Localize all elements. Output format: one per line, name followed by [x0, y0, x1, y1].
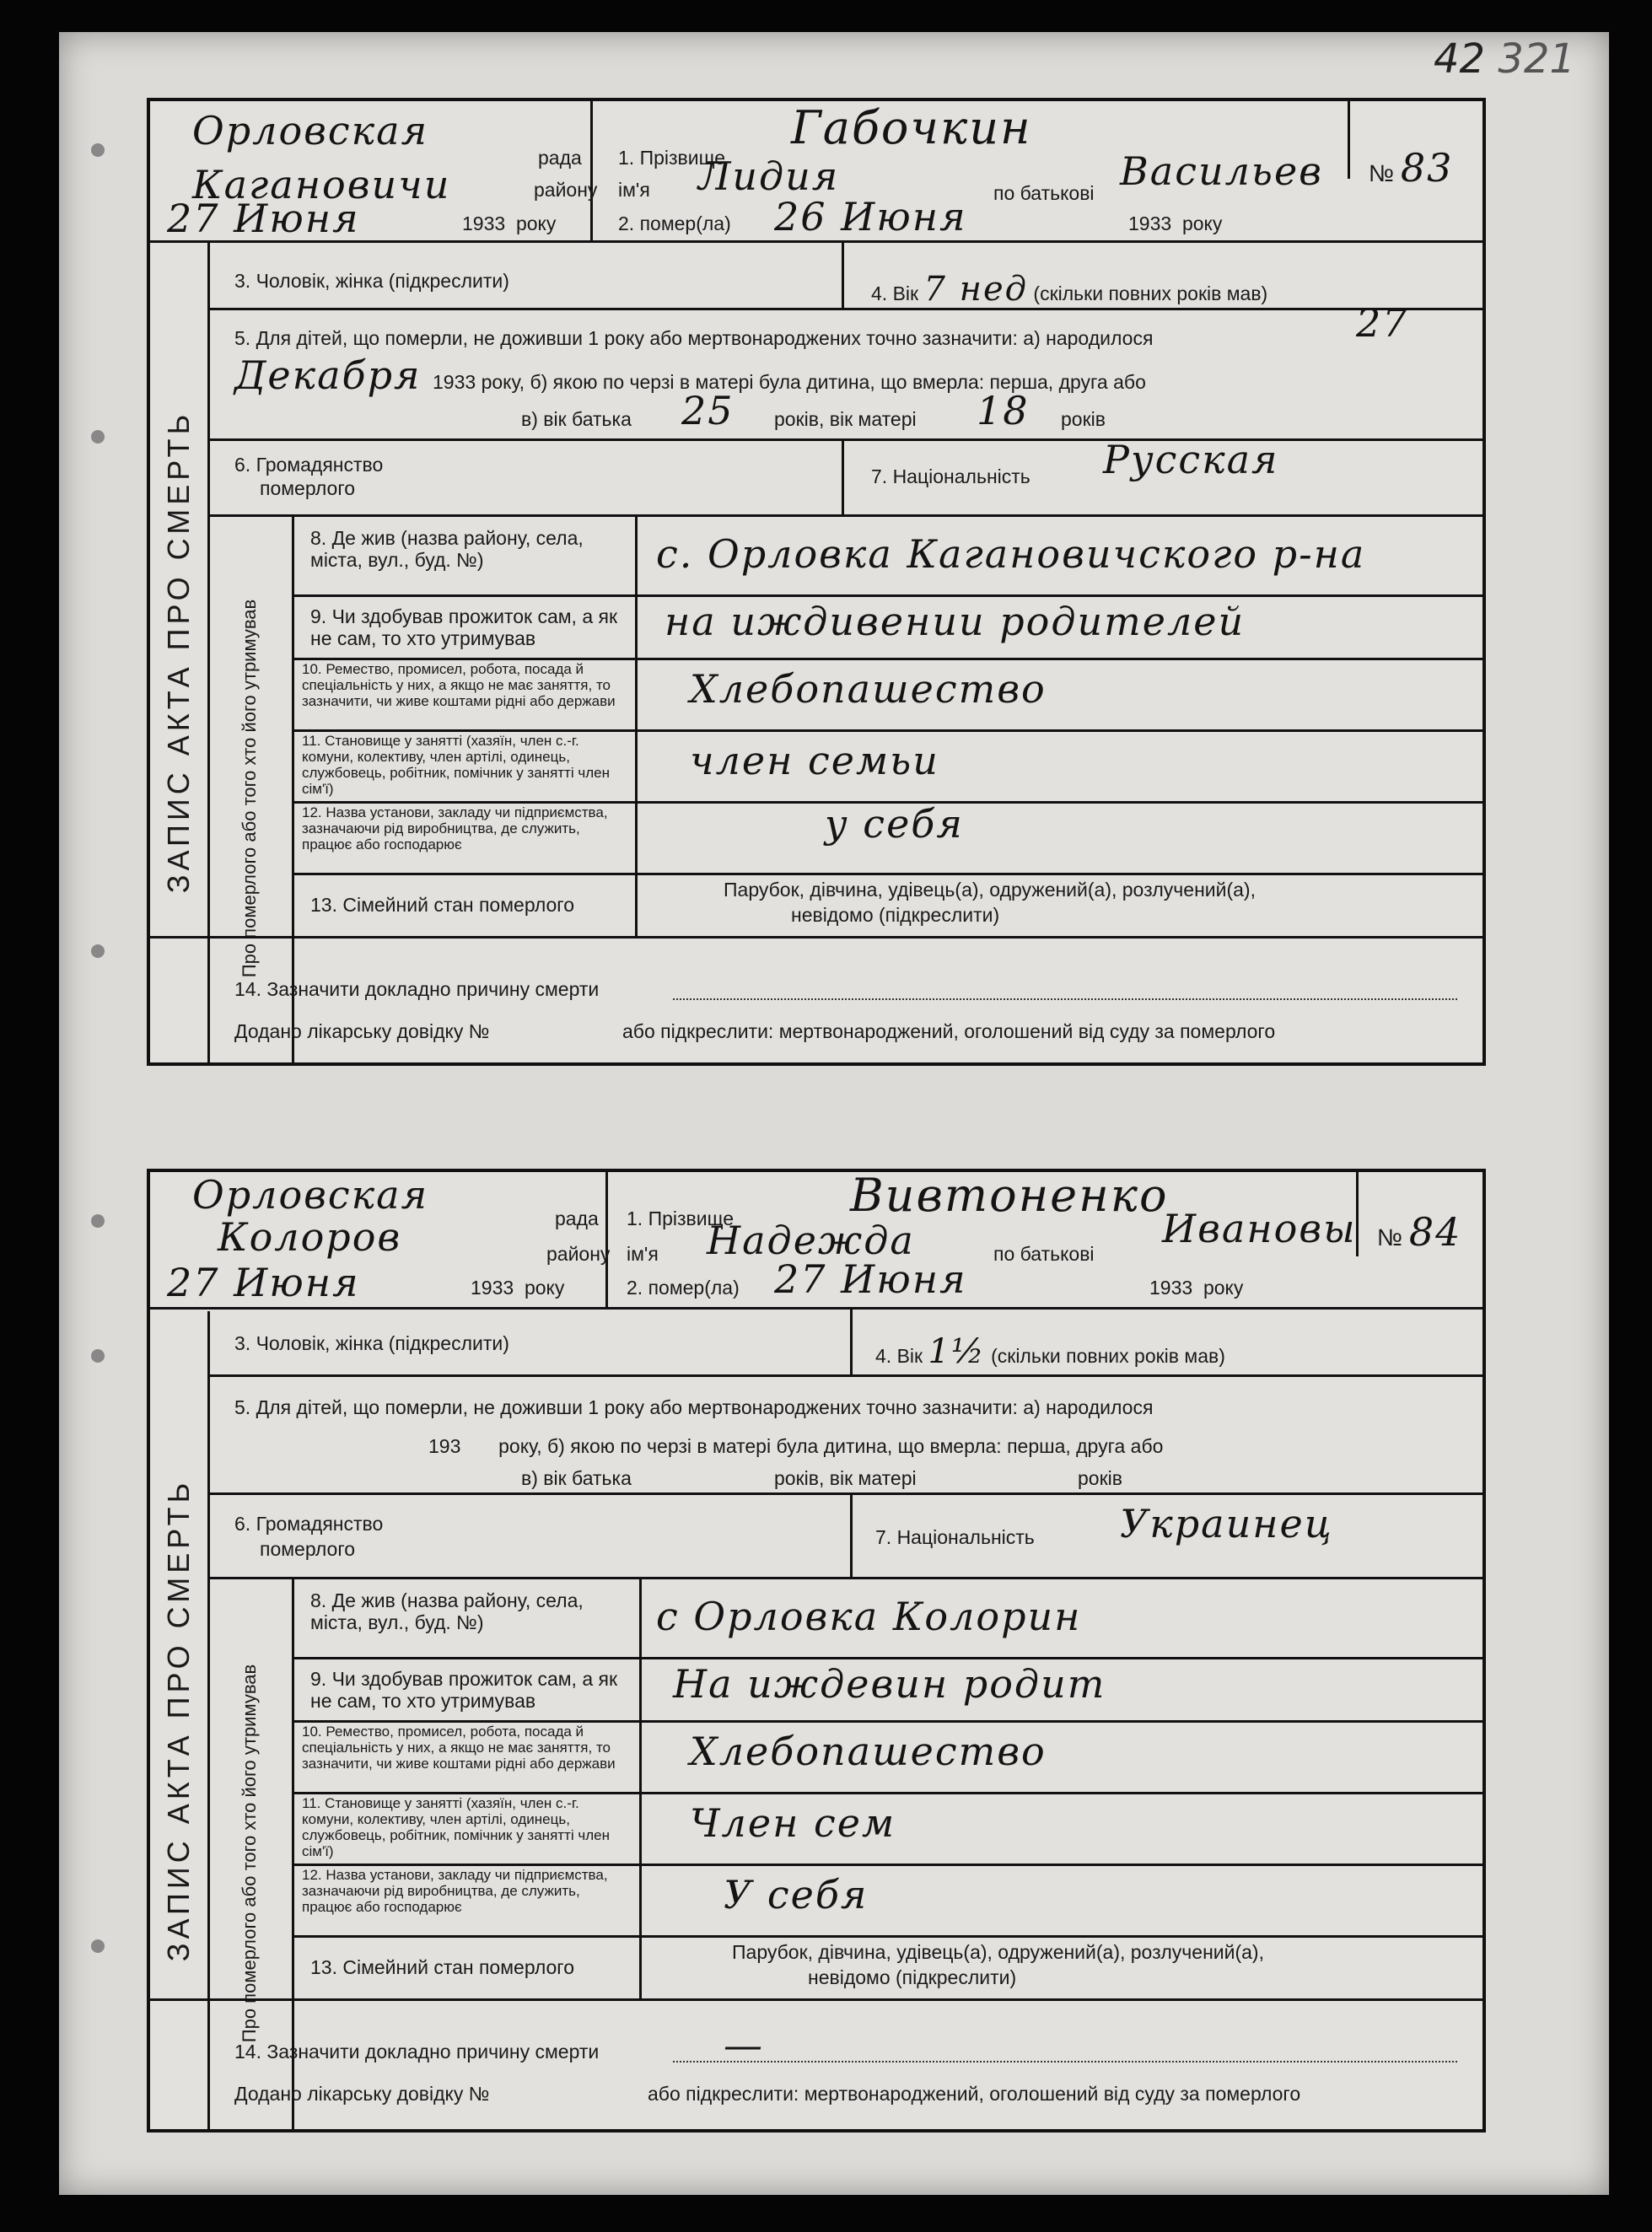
support-value: на иждивении родителей — [665, 599, 1246, 644]
record-number: № 83 — [1369, 145, 1454, 191]
death-date: 27 Июня — [774, 1256, 967, 1302]
nationality-value: Украинец — [1120, 1501, 1333, 1546]
raion-value: Кагановичи — [192, 162, 451, 207]
raion-value: Колоров — [218, 1214, 402, 1260]
sub-strip: Про померлого або того хто його утримував — [207, 1577, 294, 2129]
patronymic-value: Васильев — [1120, 148, 1323, 194]
surname-value: Вивтоненко — [850, 1169, 1169, 1222]
binder-hole — [91, 430, 105, 444]
binder-hole — [91, 143, 105, 157]
residence-value: с Орловка Колорин — [656, 1594, 1082, 1639]
f4-label: 4. Вік 7 нед (скільки повних років мав) — [871, 270, 1268, 309]
sub-strip: Про померлого або того хто його утримував — [207, 514, 294, 1062]
binder-hole — [91, 944, 105, 958]
death-date: 26 Июня — [774, 194, 967, 239]
workplace-value: У себя — [724, 1872, 869, 1917]
rada-value: Орловская — [192, 1172, 429, 1218]
residence-value: с. Орловка Кагановичского р-на — [656, 531, 1366, 577]
position-value: член семьи — [690, 738, 939, 783]
patronymic-value: Ивановы — [1162, 1206, 1357, 1251]
side-strip: ЗАПИС АКТА ПРО СМЕРТЬ — [150, 240, 210, 1062]
surname-value: Габочкин — [791, 101, 1032, 154]
death-record-card-2: ЗАПИС АКТА ПРО СМЕРТЬ Про померлого або того хто його утримував Орловская рада Колоров району 27 Июня 1933 року 1. Прізвище Вивтоненко ім'я Надежда по батькові Ивановы № 84 2. помер(ла) 27 Июня 1933 року 3. Чоловік, жінка (підкреслити) 4. Вік 1½ (скільки повних років мав) 5. Для дітей, що померли, не доживши 1 року або мертвонароджених точно зазначити: а) народилося 193 року, б) якою по черзі в матері була дитина, що вмерла: перша, друга або в) вік батька років, вік матері років 6. Громадянство померлого 7. Національність Украинец 8. Де жив (назва району, села, міста, вул., буд. №) с Орловка Колорин 9. Чи здобував прожиток сам, а як не сам, то хто утримував На иждевин родит 10. Ремество, промисел, робота, посада й спеціальність у них, а якщо не має заняття, то зазначити, чи живе коштами рідні або держави Хлебопашество 11. Становище у занятті (хазяїн, член с.-г. комуни, колективу, член артілі, одинець, службовець, робітник, помічник у занятті член сім'ї) Член сем 12. Назва установи, закладу чи підприємства, зазначаючи рід виробництва, де служить, працює або господарює У себя 13. Сімейний стан померлого Парубок, дівчина, удівець(а), одружений(а), розлучений(а), невідомо (підкреслити) 14. Зазначити докладно причину смерти — Додано лікарську довідку № або підкреслити: мертвонароджений, оголошений від суду за померлого — [147, 1169, 1486, 2133]
f3-label: 3. Чоловік, жінка (підкреслити) — [234, 270, 509, 292]
first-name-value: Надежда — [707, 1218, 915, 1263]
side-strip: ЗАПИС АКТА ПРО СМЕРТЬ — [150, 1311, 210, 2129]
death-record-card-1: ЗАПИС АКТА ПРО СМЕРТЬ Про померлого або того хто його утримував Орловская рада Кагановичи району 27 Июня 1933 року 1. Прізвище Габочкин ім'я Лидия по батькові Васильев № 83 2. помер(ла) 26 Июня 1933 року 3. Чоловік, жінка (підкреслити) 4. Вік 7 нед (скільки повних років мав) 5. Для дітей, що померли, не доживши 1 року або мертвонароджених точно зазначити: а) народилося 27 Декабря 1933 року, б) якою по черзі в матері була дитина, що вмерла: перша, друга або в) вік батька 25 років, вік матері 18 років 6. Громадянство померлого 7. Національність Русская 8. Де жив (назва району, села, міста, вул., буд. №) с. Орловка Кагановичского р-на 9. Чи здобував прожиток сам, а як не сам, то хто утримував на иждивении родителей 10. Ремество, промисел, робота, посада й спеціальність у них, а якщо не має заняття, то зазначити, чи живе коштами рідні або держави Хлебопашество 11. Становище у занятті (хазяїн, член с.-г. комуни, колективу, член артілі, одинець, службовець, робітник, помічник у занятті член сім'ї) член семьи 12. Назва установи, закладу чи підприємства, зазначаючи рід виробництва, де служить, працює або господарює у себя 13. Сімейний стан померлого Парубок, дівчина, удівець(а), одружений(а), розлучений(а), невідомо (підкреслити) 14. Зазначити докладно причину смерти Додано лікарську довідку № або підкреслити: мертвонароджений, оголошений від суду за померлого — [147, 98, 1486, 1066]
binder-hole — [91, 1939, 105, 1953]
binder-hole — [91, 1214, 105, 1228]
occupation-value: Хлебопашество — [690, 1729, 1047, 1774]
occupation-value: Хлебопашество — [690, 666, 1047, 712]
nationality-value: Русская — [1103, 437, 1279, 482]
support-value: На иждевин родит — [673, 1661, 1106, 1707]
registration-date: 27 Июня — [167, 196, 360, 241]
page-number: 42 321 — [1434, 35, 1575, 83]
rada-value: Орловская — [192, 108, 429, 153]
position-value: Член сем — [690, 1800, 896, 1846]
registration-date: 27 Июня — [167, 1260, 360, 1305]
workplace-value: у себя — [825, 801, 964, 847]
binder-hole — [91, 1349, 105, 1363]
first-name-value: Лидия — [698, 153, 840, 199]
record-number: № 84 — [1377, 1209, 1462, 1255]
